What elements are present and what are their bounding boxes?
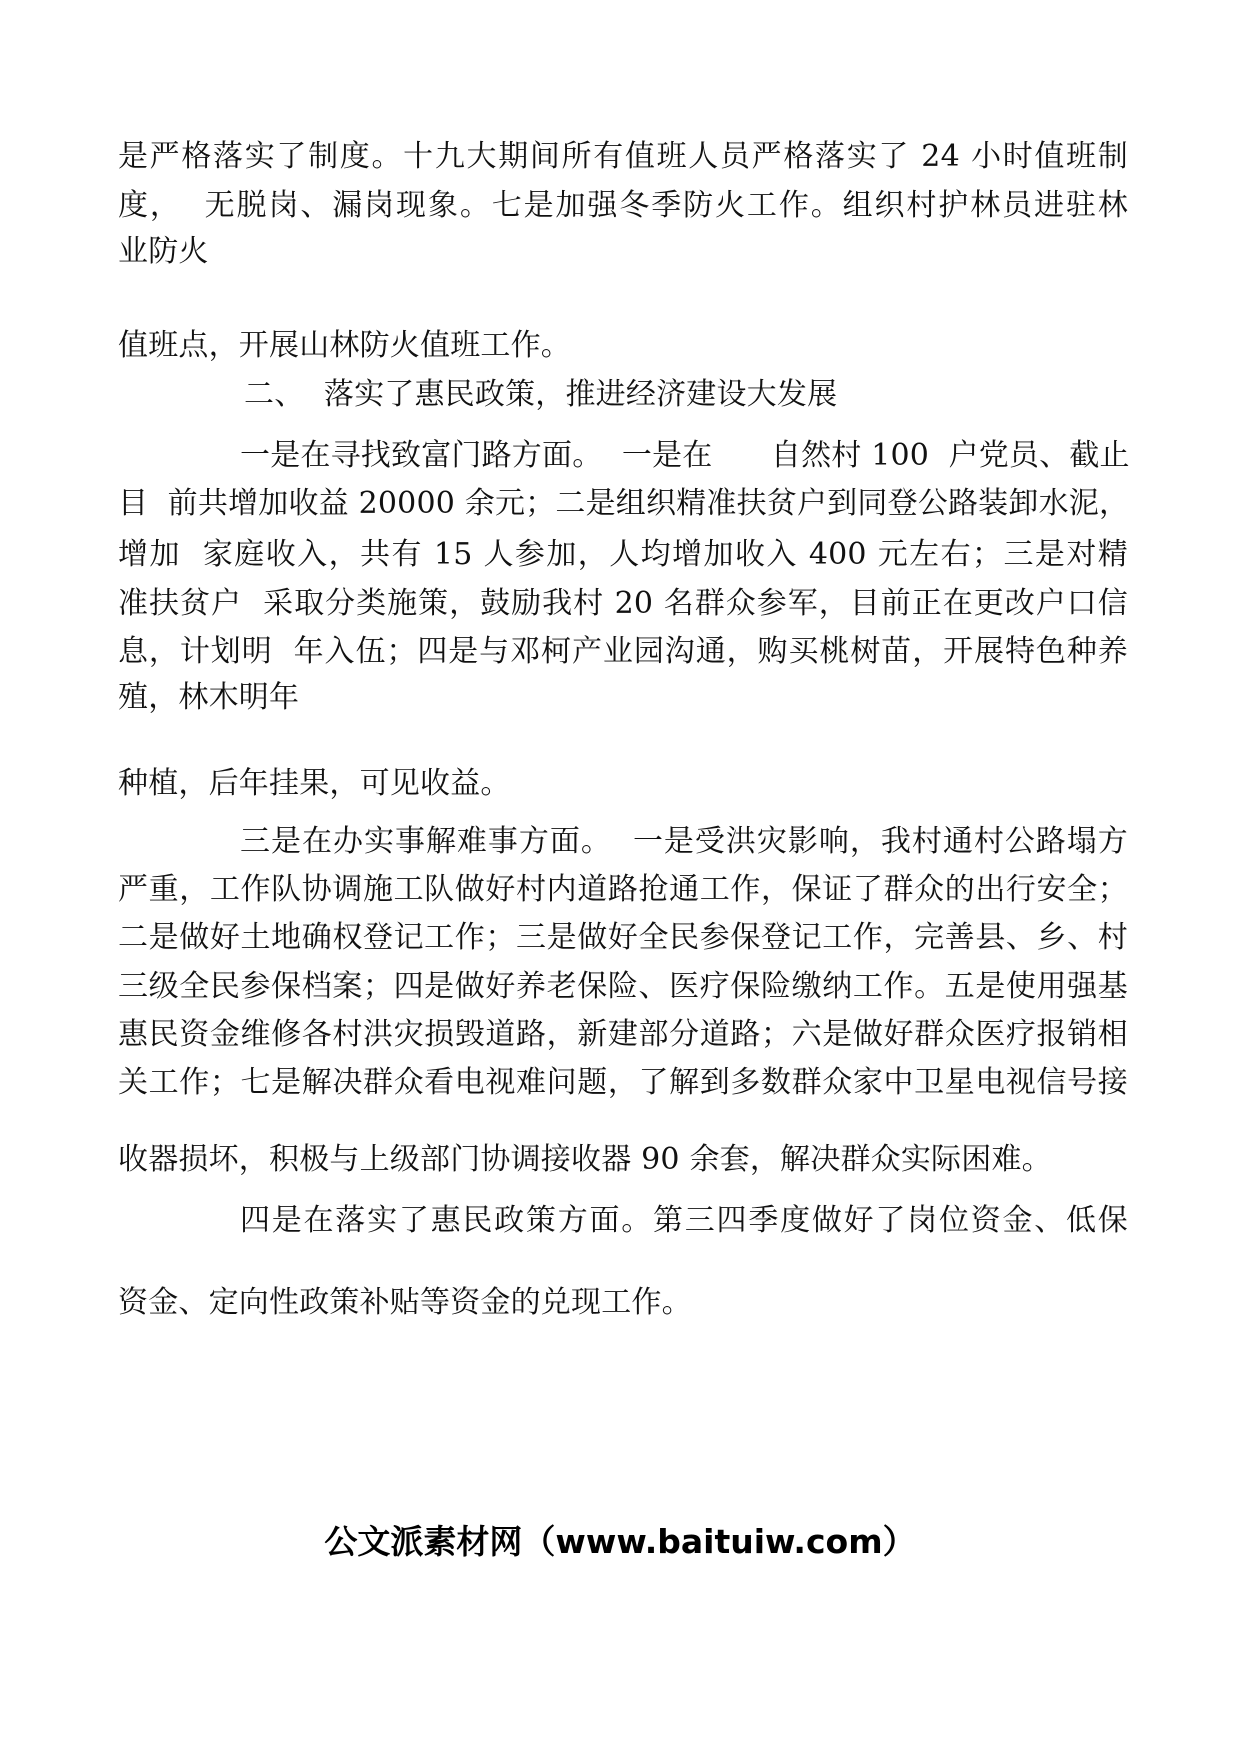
text-line: 收器损坏，积极与上级部门协调接收器 90 余套，解决群众实际困难。 (118, 1142, 1052, 1177)
footer-source: 公文派素材网（www.baituiw.com） (324, 1522, 916, 1561)
text-line: 三是在办实事解难事方面。 一是受洪灾影响，我村通村公路塌方 (240, 824, 1128, 859)
section-heading: 二、 落实了惠民政策，推进经济建设大发展 (244, 377, 838, 412)
text-line: 四是在落实了惠民政策方面。第三四季度做好了岗位资金、低保 (240, 1203, 1128, 1238)
text-line: 是严格落实了制度。十九大期间所有值班人员严格落实了 24 小时值班制 (118, 139, 1128, 174)
text-line: 息，计划明 年入伍；四是与邓柯产业园沟通，购买桃树苗，开展特色种养 (118, 634, 1128, 669)
text-line: 关工作；七是解决群众看电视难问题，了解到多数群众家中卫星电视信号接 (118, 1065, 1128, 1100)
text-line: 值班点，开展山林防火值班工作。 (118, 328, 571, 363)
text-line: 殖，林木明年 (118, 680, 300, 715)
text-line: 二是做好土地确权登记工作；三是做好全民参保登记工作，完善县、乡、村 (118, 920, 1128, 955)
text-line: 目 前共增加收益 20000 余元；二是组织精准扶贫户到同登公路装卸水泥， (118, 486, 1130, 521)
text-line: 严重，工作队协调施工队做好村内道路抢通工作，保证了群众的出行安全； (118, 872, 1128, 907)
text-line: 增加 家庭收入，共有 15 人参加，人均增加收入 400 元左右；三是对精 (118, 537, 1128, 572)
text-line: 种植，后年挂果，可见收益。 (118, 766, 511, 801)
text-line: 度， 无脱岗、漏岗现象。七是加强冬季防火工作。组织村护林员进驻林 (118, 188, 1128, 223)
text-line: 惠民资金维修各村洪灾损毁道路，新建部分道路；六是做好群众医疗报销相 (118, 1017, 1128, 1052)
text-line: 资金、定向性政策补贴等资金的兑现工作。 (118, 1285, 692, 1320)
text-line: 准扶贫户 采取分类施策，鼓励我村 20 名群众参军，目前正在更改户口信 (118, 586, 1128, 621)
text-line: 业防火 (118, 234, 209, 269)
text-line: 三级全民参保档案；四是做好养老保险、医疗保险缴纳工作。五是使用强基 (118, 969, 1128, 1004)
text-line: 一是在寻找致富门路方面。 一是在 自然村 100 户党员、截止 (240, 438, 1130, 473)
